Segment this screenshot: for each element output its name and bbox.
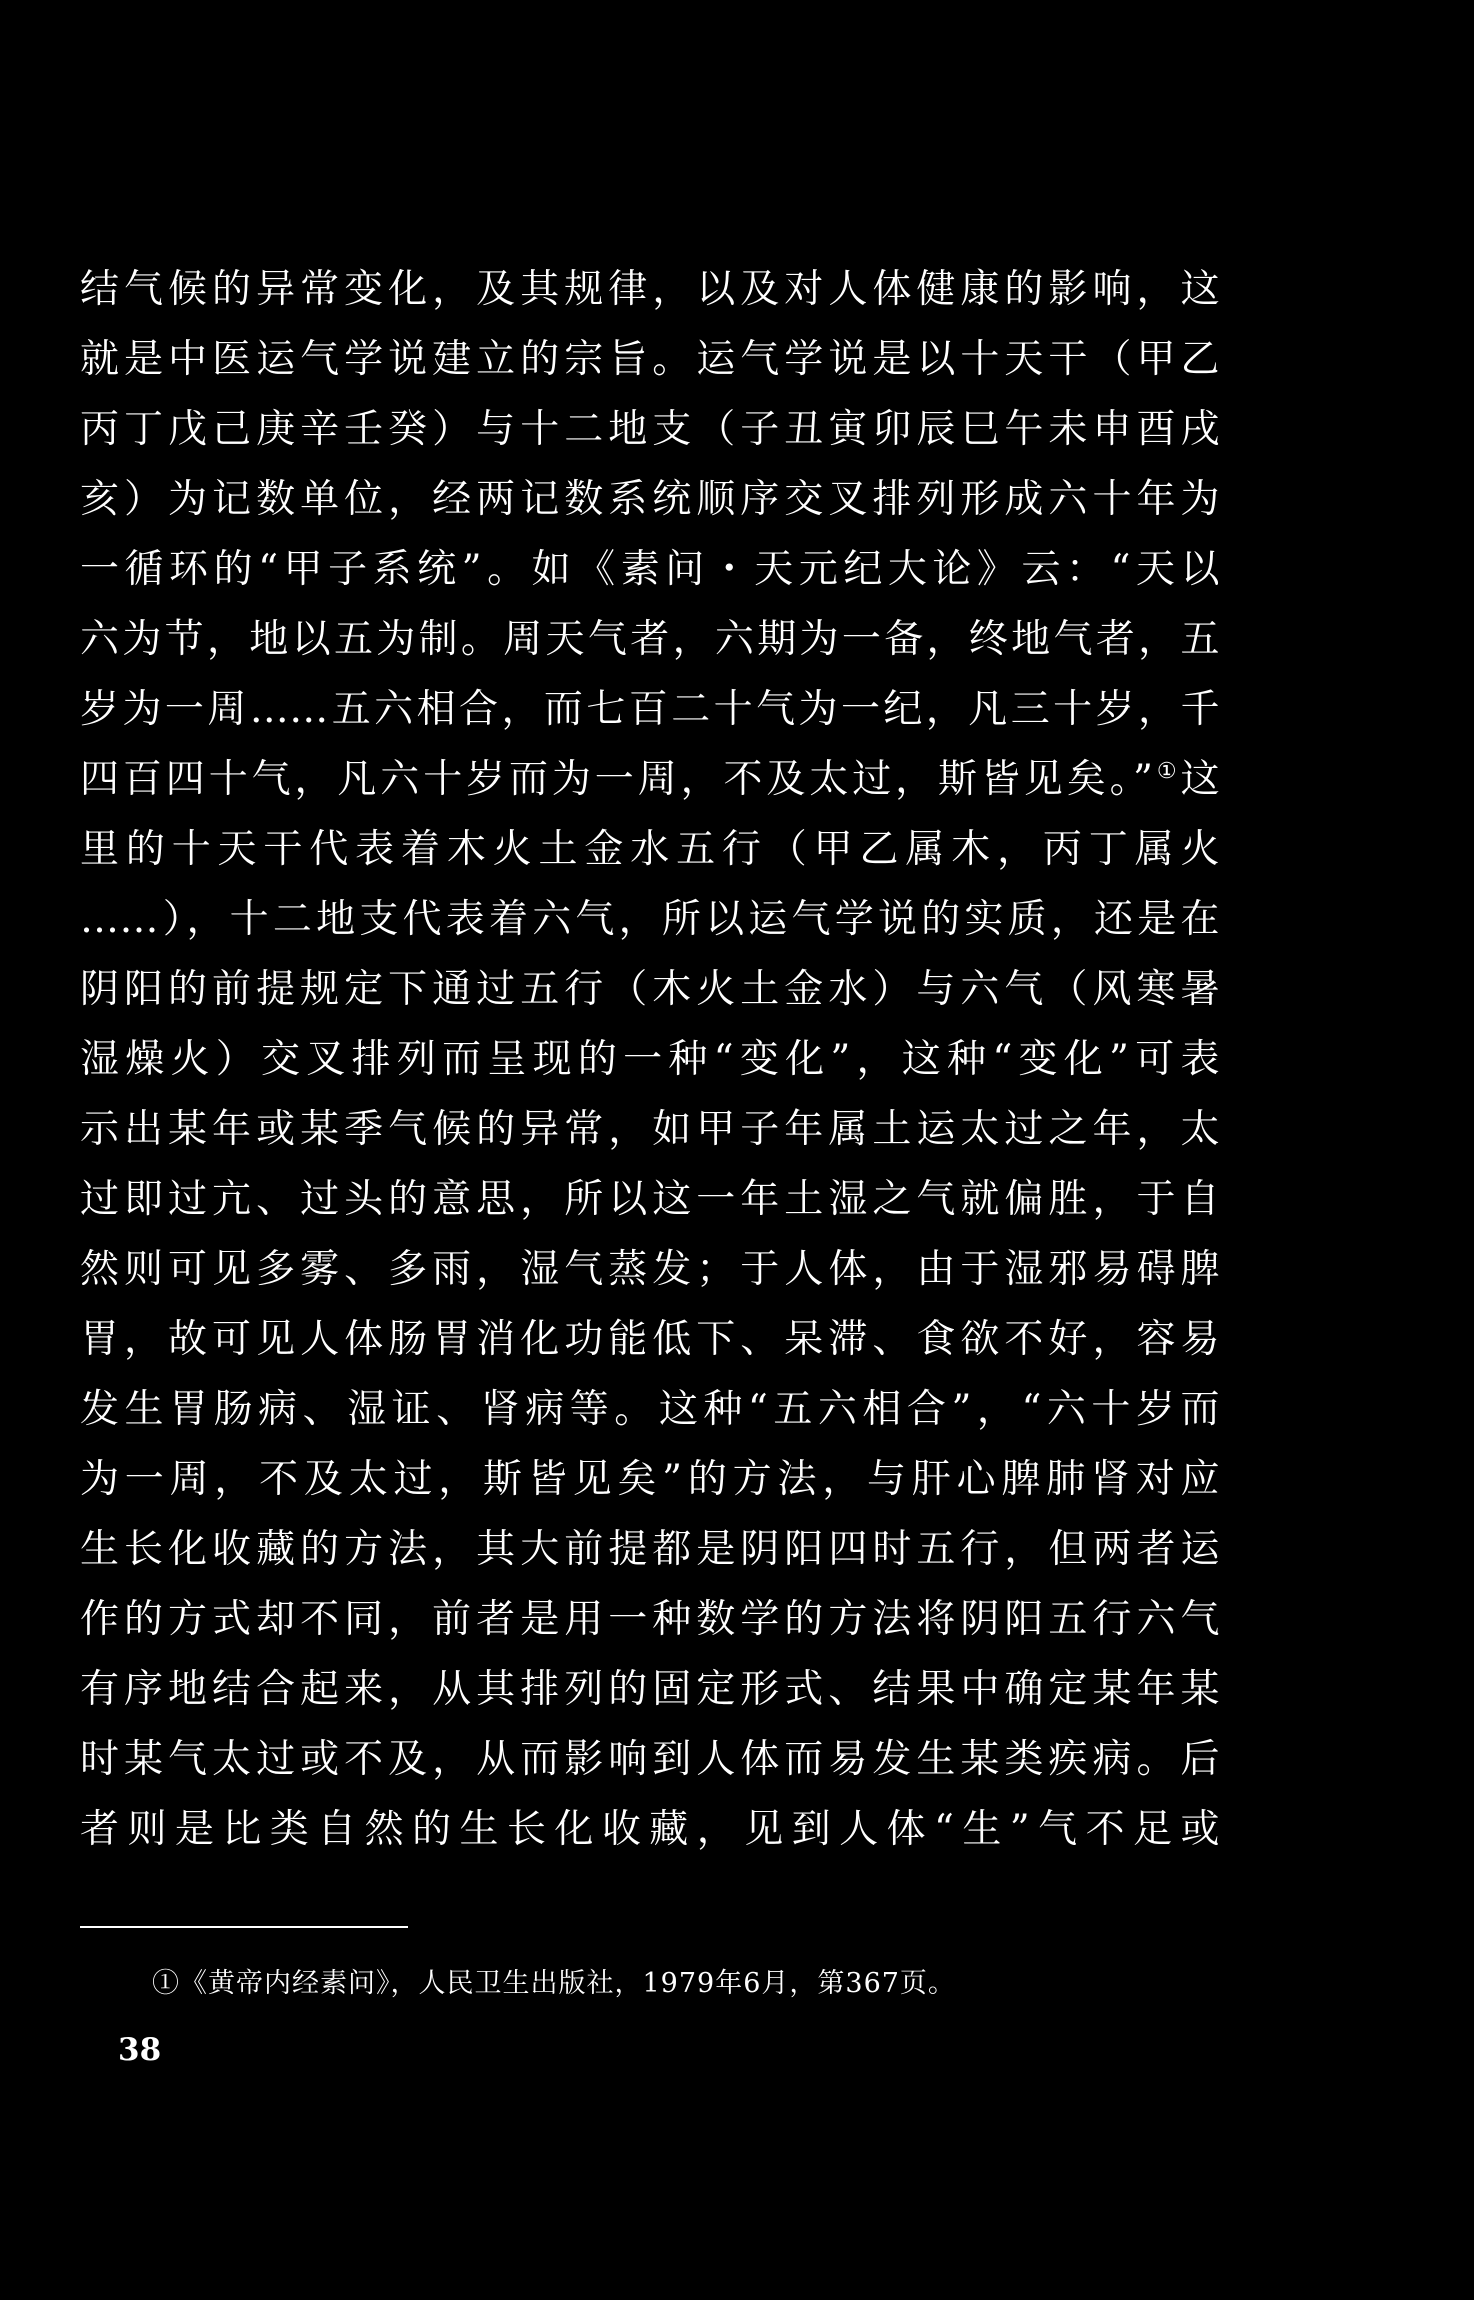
footnote: ①《黄帝内经素问》，人民卫生出版社，1979年6月，第367页。 — [152, 1968, 956, 1999]
text-line: 有序地结合起来，从其排列的固定形式、结果中确定某年某 — [80, 1667, 1220, 1712]
text-line: 生长化收藏的方法，其大前提都是阴阳四时五行，但两者运 — [80, 1527, 1220, 1572]
text-line: 岁为一周……五六相合，而七百二十气为一纪，凡三十岁，千 — [80, 687, 1220, 732]
body-text — [80, 255, 1220, 1865]
text-line: 者则是比类自然的生长化收藏，见到人体“生”气不足或 — [80, 1807, 1220, 1852]
text-line: 发生胃肠病、湿证、肾病等。这种“五六相合”，“六十岁而 — [80, 1387, 1220, 1432]
text-line: 结气候的异常变化，及其规律，以及对人体健康的影响，这 — [80, 267, 1220, 312]
text-line: 过即过亢、过头的意思，所以这一年土湿之气就偏胜，于自 — [80, 1177, 1220, 1222]
text-line: 作的方式却不同，前者是用一种数学的方法将阴阳五行六气 — [80, 1597, 1220, 1642]
text-line: 阴阳的前提规定下通过五行（木火土金水）与六气（风寒暑 — [80, 967, 1220, 1012]
page-number: 38 — [118, 2032, 162, 2068]
footnote-marker: ① — [1153, 759, 1181, 784]
text-line-main: 四百四十气，凡六十岁而为一周，不及太过，斯皆见矣。” — [80, 757, 1154, 802]
text-line: 示出某年或某季气候的异常，如甲子年属土运太过之年，太 — [80, 1107, 1220, 1152]
text-line-with-footnote — [80, 745, 1220, 815]
text-line: 亥）为记数单位，经两记数系统顺序交叉排列形成六十年为 — [80, 477, 1220, 522]
text-line: 为一周，不及太过，斯皆见矣”的方法，与肝心脾肺肾对应 — [80, 1457, 1220, 1502]
footnote-divider — [80, 1926, 408, 1928]
text-line: 湿燥火）交叉排列而呈现的一种“变化”，这种“变化”可表 — [80, 1037, 1220, 1082]
text-line: 六为节，地以五为制。周天气者，六期为一备，终地气者，五 — [80, 617, 1220, 662]
text-line: 就是中医运气学说建立的宗旨。运气学说是以十天干（甲乙 — [80, 337, 1220, 382]
text-line: 一循环的“甲子系统”。如《素问・天元纪大论》云：“天以 — [80, 547, 1220, 592]
text-line: 时某气太过或不及，从而影响到人体而易发生某类疾病。后 — [80, 1737, 1220, 1782]
text-line: ……），十二地支代表着六气，所以运气学说的实质，还是在 — [80, 897, 1220, 942]
text-line: 丙丁戊己庚辛壬癸）与十二地支（子丑寅卯辰巳午未申酉戌 — [80, 407, 1220, 452]
text-line: 里的十天干代表着木火土金水五行（甲乙属木，丙丁属火 — [80, 827, 1220, 872]
text-line-tail: 这 — [1180, 757, 1220, 802]
text-line: 然则可见多雾、多雨，湿气蒸发；于人体，由于湿邪易碍脾 — [80, 1247, 1220, 1292]
text-line: 胃，故可见人体肠胃消化功能低下、呆滞、食欲不好，容易 — [80, 1317, 1220, 1362]
